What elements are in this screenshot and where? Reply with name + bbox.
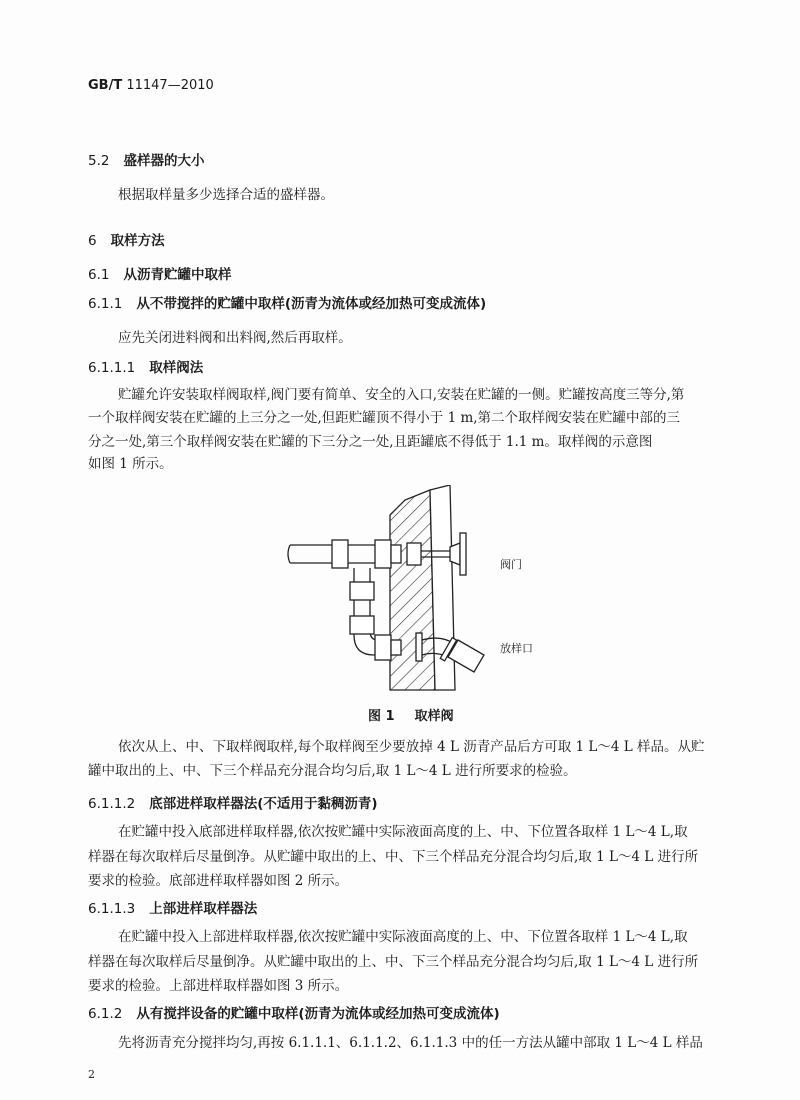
- section-note: (不适用于黏稠沥青): [257, 796, 378, 812]
- section-title: 从不带搅拌的贮罐中取样: [136, 296, 285, 312]
- heading-6-1-1: [88, 292, 486, 312]
- section-title: 底部进样取样器法: [149, 796, 258, 812]
- heading-6-1-1-1: [88, 356, 203, 376]
- section-number: 6.1.1: [88, 296, 123, 312]
- section-title: 取样阀法: [149, 360, 204, 376]
- section-title: 取样方法: [110, 233, 165, 249]
- paragraph-line: 要求的检验。上部进样取样器如图 3 所示。: [88, 978, 349, 994]
- standard-number: 11147—2010: [126, 78, 214, 93]
- figure-title: 取样阀: [414, 709, 454, 724]
- paragraph-line: 在贮罐中投入底部进样取样器,依次按贮罐中实际液面高度的上、中、下位置各取样 1 L～4 L,取: [118, 824, 688, 840]
- label-sample-outlet: 放样口: [500, 642, 533, 655]
- section-title: 从沥青贮罐中取样: [123, 267, 232, 283]
- section-note: (沥青为流体或经加热可变成流体): [284, 296, 487, 312]
- page-number: 2: [88, 1068, 95, 1081]
- running-header: [88, 78, 214, 93]
- section-number: 6.1.1.2: [88, 796, 136, 812]
- section-title: 上部进样取样器法: [149, 901, 258, 917]
- paragraph-line: 一个取样阀安装在贮罐的上三分之一处,但距贮罐顶不得小于 1 m,第二个取样阀安装在贮罐中部的三: [88, 410, 681, 426]
- figure-caption: [368, 705, 454, 724]
- section-title: 盛样器的大小: [123, 153, 205, 169]
- section-number: 6: [88, 233, 97, 249]
- heading-6: [88, 229, 165, 249]
- paragraph-line: 分之一处,第三个取样阀安装在贮罐的下三分之一处,且距罐底不得低于 1.1 m。取样阀的示意图: [88, 434, 653, 450]
- paragraph-line: 样器在每次取样后尽量倒净。从贮罐中取出的上、中、下三个样品充分混合均匀后,取 1 L～4 L 进行所: [88, 954, 699, 970]
- heading-6-1-2: [88, 1002, 500, 1022]
- paragraph-line: 依次从上、中、下取样阀取样,每个取样阀至少要放掉 4 L 沥青产品后方可取 1 L～4 L 样品。从贮: [118, 739, 705, 755]
- figure-number: 图 1: [368, 709, 395, 724]
- paragraph: 根据取样量多少选择合适的盛样器。: [118, 187, 334, 203]
- paragraph-line: 要求的检验。底部进样取样器如图 2 所示。: [88, 873, 349, 889]
- sampling-valve-diagram: [270, 485, 570, 695]
- section-number: 5.2: [88, 153, 110, 169]
- label-valve: 阀门: [500, 558, 522, 571]
- section-number: 6.1.1.1: [88, 360, 136, 376]
- paragraph-line: 样器在每次取样后尽量倒净。从贮罐中取出的上、中、下三个样品充分混合均匀后,取 1 L～4 L 进行所: [88, 849, 699, 865]
- paragraph-line: 在贮罐中投入上部进样取样器,依次按贮罐中实际液面高度的上、中、下位置各取样 1 L～4 L,取: [118, 929, 688, 945]
- section-number: 6.1: [88, 267, 110, 283]
- section-number: 6.1.2: [88, 1006, 123, 1022]
- paragraph-line: 贮罐允许安装取样阀取样,阀门要有简单、安全的入口,安装在贮罐的一侧。贮罐按高度三等分,第: [118, 387, 685, 403]
- heading-5-2: [88, 149, 204, 169]
- heading-6-1: [88, 263, 231, 283]
- section-note: (沥青为流体或经加热可变成流体): [298, 1006, 500, 1022]
- standard-prefix: GB/T: [88, 78, 123, 93]
- paragraph-line: 罐中取出的上、中、下三个样品充分混合均匀后,取 1 L～4 L 进行所要求的检验。: [88, 763, 577, 779]
- valve-handwheel: [460, 533, 466, 575]
- heading-6-1-1-3: [88, 897, 257, 917]
- paragraph-line: 先将沥青充分搅拌均匀,再按 6.1.1.1、6.1.1.2、6.1.1.3 中的任一方法从罐中部取 1 L～4 L 样品: [118, 1035, 703, 1051]
- heading-6-1-1-2: [88, 792, 378, 812]
- paragraph-line: 如图 1 所示。: [88, 456, 173, 472]
- section-number: 6.1.1.3: [88, 901, 136, 917]
- paragraph: 应先关闭进料阀和出料阀,然后再取样。: [118, 330, 352, 346]
- tank-wall: [390, 490, 435, 690]
- section-title: 从有搅拌设备的贮罐中取样: [136, 1006, 299, 1022]
